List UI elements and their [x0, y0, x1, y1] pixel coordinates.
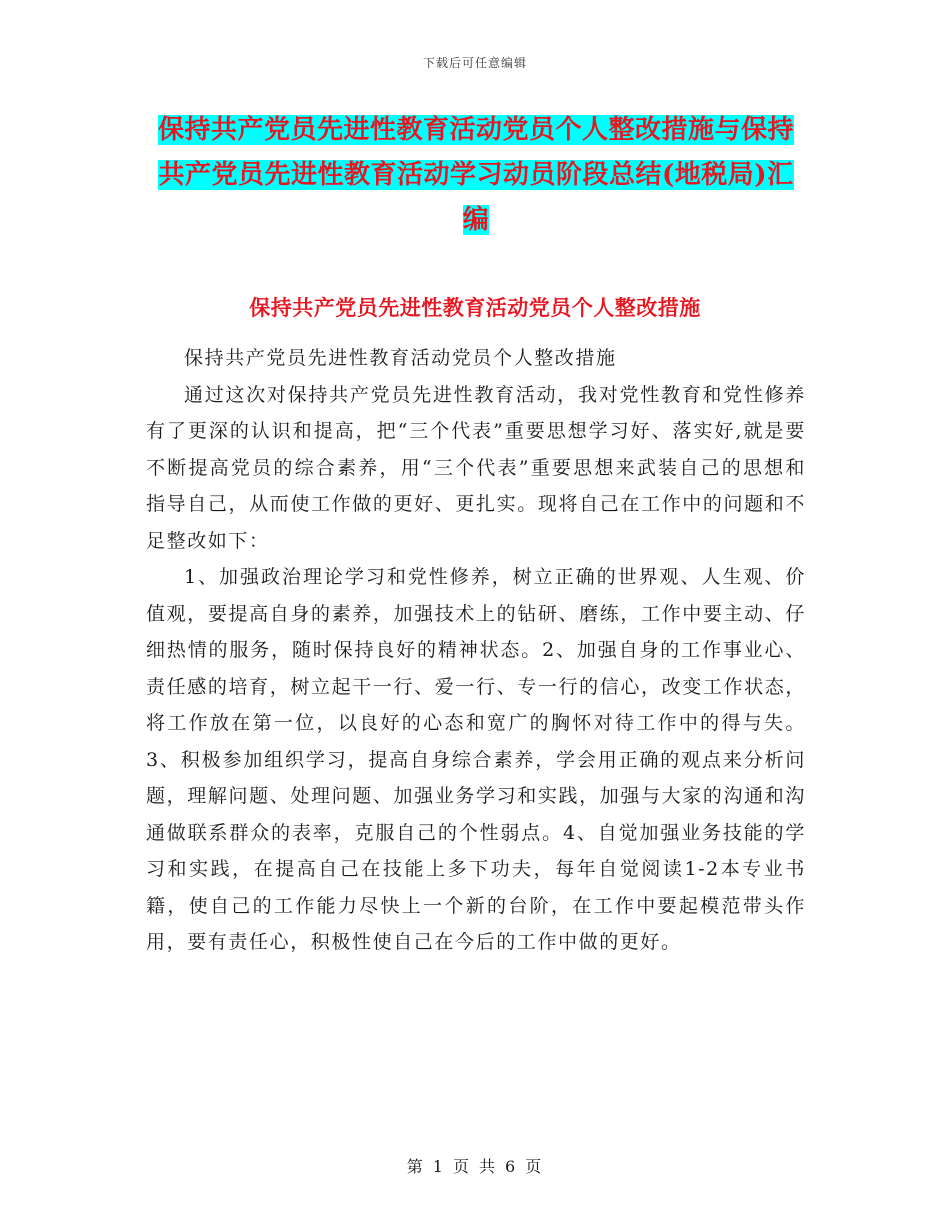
paragraph-intro: 通过这次对保持共产党员先进性教育活动，我对党性教育和党性修养有了更深的认识和提高，把“三个代表”重要思想学习好、落实好,就是要不断提高党员的综合素养，用“三个代表”重要思想来武装自己的思想和指导自己，从而使工作做的更好、更扎实。现将自己在工作中的问题和不足整改如下：	[146, 383, 806, 552]
footer-total-pages: 6	[505, 1157, 518, 1176]
main-title-text: 保持共产党员先进性教育活动党员个人整改措施与保持共产党员先进性教育活动学习动员阶段总结(地税局)汇编	[157, 115, 794, 235]
paragraph-subtitle: 保持共产党员先进性教育活动党员个人整改措施	[184, 347, 617, 369]
paragraph-measures: 1、加强政治理论学习和党性修养，树立正确的世界观、人生观、价值观，要提高自身的素养，加强技术上的钻研、磨练，工作中要主动、仔细热情的服务，随时保持良好的精神状态。2、加强自身的工作事业心、责任感的培育，树立起干一行、爱一行、专一行的信心，改变工作状态，将工作放在第一位，以良好的心态和宽广的胸怀对待工作中的得与失。3、积极参加组织学习，提高自身综合素养，学会用正确的观点来分析问题，理解问题、处理问题、加强业务学习和实践，加强与大家的沟通和沟通做联系群众的表率，克服自己的个性弱点。4、自觉加强业务技能的学习和实践，在提高自己在技能上多下功夫，每年自觉阅读1-2本专业书籍，使自己的工作能力尽快上一个新的台阶，在工作中要起模范带头作用，要有责任心，积极性使自己在今后的工作中做的更好。	[146, 566, 806, 953]
footer-word-gong: 共	[479, 1157, 498, 1176]
main-title	[146, 108, 806, 243]
body-text	[146, 340, 806, 961]
page-footer	[0, 1154, 950, 1177]
footer-page-number: 1	[432, 1157, 445, 1176]
footer-word-ye: 页	[452, 1157, 471, 1176]
section-title: 保持共产党员先进性教育活动党员个人整改措施	[249, 295, 701, 320]
header-note: 下载后可任意编辑	[422, 56, 527, 70]
footer-word-di: 第	[406, 1157, 425, 1176]
footer-word-ye-2: 页	[525, 1157, 544, 1176]
